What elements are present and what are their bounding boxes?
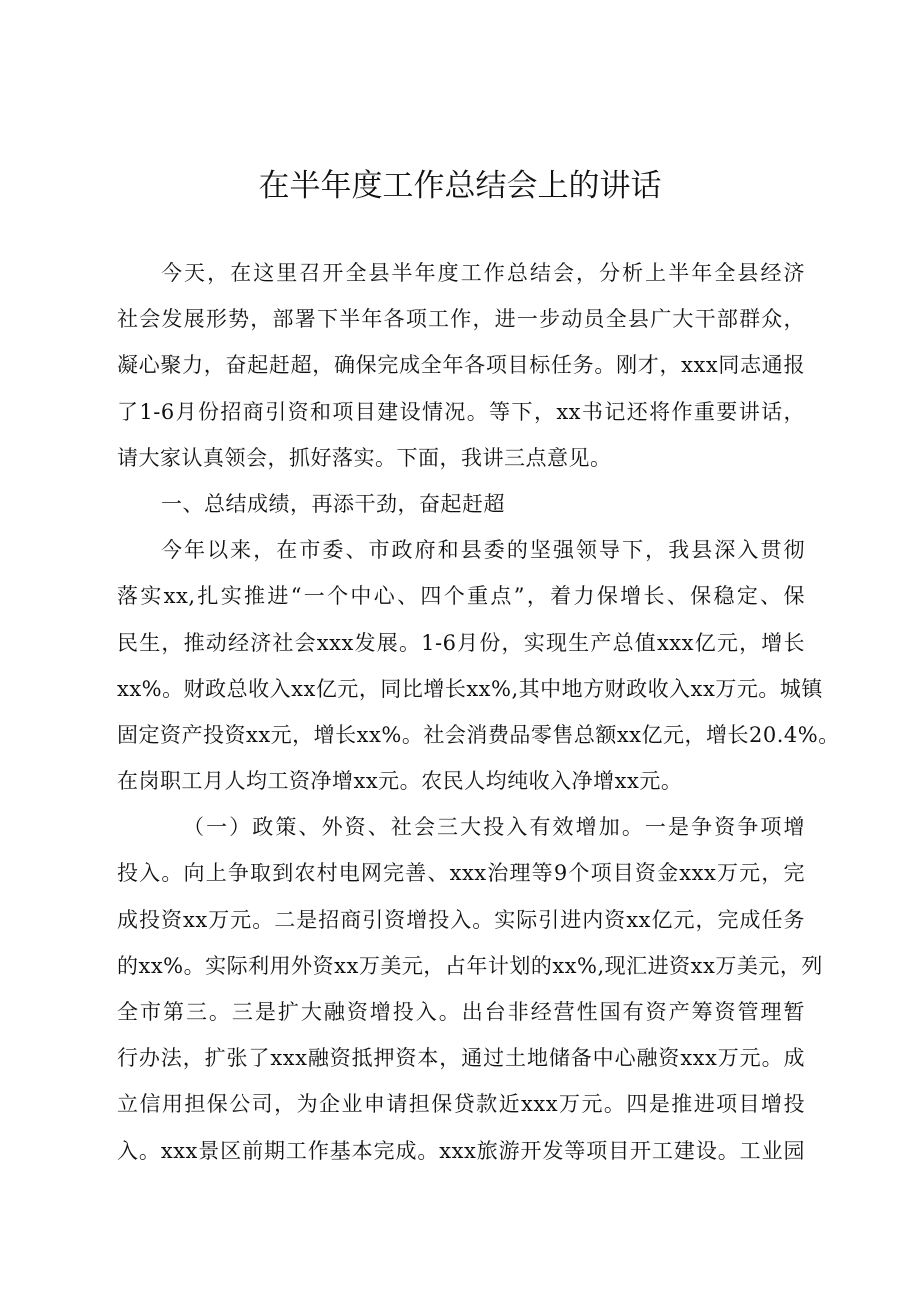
paragraph-2-line-5: 固定资产投资xx元，增长xx%。社会消费品零售总额xx亿元，增长20.4%。	[117, 722, 840, 747]
paragraph-3-line-8: 入。xxx景区前期工作基本完成。xxx旅游开发等项目开工建设。工业园	[117, 1138, 805, 1163]
paragraph-2-line-3: 民生，推动经济社会xxx发展。1-6月份，实现生产总值xxx亿元，增长	[117, 630, 805, 655]
paragraph-1-line-5: 请大家认真领会，抓好落实。下面，我讲三点意见。	[117, 445, 612, 470]
section-heading-1: 一、总结成绩，再添干劲，奋起赶超	[161, 491, 505, 516]
paragraph-3-line-1: （一）政策、外资、社会三大投入有效增加。一是争资争项增	[183, 815, 805, 840]
paragraph-3-line-5: 全市第三。三是扩大融资增投入。出台非经营性国有资产筹资管理暂	[117, 1000, 805, 1024]
paragraph-3-line-6: 行办法，扩张了xxx融资抵押资本，通过土地储备中心融资xxx万元。成	[117, 1046, 805, 1071]
paragraph-2-line-2: 落实xx,扎实推进“一个中心、四个重点”，着力保增长、保稳定、保	[117, 584, 805, 609]
paragraph-2-line-6: 在岗职工月人均工资净增xx元。农民人均纯收入净增xx元。	[117, 769, 683, 794]
paragraph-3-line-7: 立信用担保公司，为企业申请担保贷款近xxx万元。四是推进项目增投	[117, 1092, 805, 1117]
paragraph-3-line-3: 成投资xx万元。二是招商引资增投入。实际引进内资xx亿元，完成任务	[117, 907, 805, 932]
paragraph-1-line-4: 了1-6月份招商引资和项目建设情况。等下，xx书记还将作重要讲话，	[117, 399, 805, 424]
paragraph-3-line-4: 的xx%。实际利用外资xx万美元，占年计划的xx%,现汇进资xx万美元，列	[117, 953, 823, 978]
paragraph-1-line-3: 凝心聚力，奋起赶超，确保完成全年各项目标任务。刚才，xxx同志通报	[117, 353, 805, 378]
paragraph-1-line-2: 社会发展形势，部署下半年各项工作，进一步动员全县广大干部群众，	[117, 307, 805, 332]
document-body	[117, 250, 840, 1174]
document-title: 在半年度工作总结会上的讲话	[258, 168, 662, 204]
paragraph-3-line-2: 投入。向上争取到农村电网完善、xxx治理等9个项目资金xxx万元，完	[117, 861, 805, 886]
paragraph-1-line-1: 今天，在这里召开全县半年度工作总结会，分析上半年全县经济	[161, 261, 805, 285]
paragraph-2-line-1: 今年以来，在市委、市政府和县委的坚强领导下，我县深入贯彻	[161, 538, 805, 563]
paragraph-2-line-4: xx%。财政总收入xx亿元，同比增长xx%,其中地方财政收入xx万元。城镇	[117, 676, 823, 701]
